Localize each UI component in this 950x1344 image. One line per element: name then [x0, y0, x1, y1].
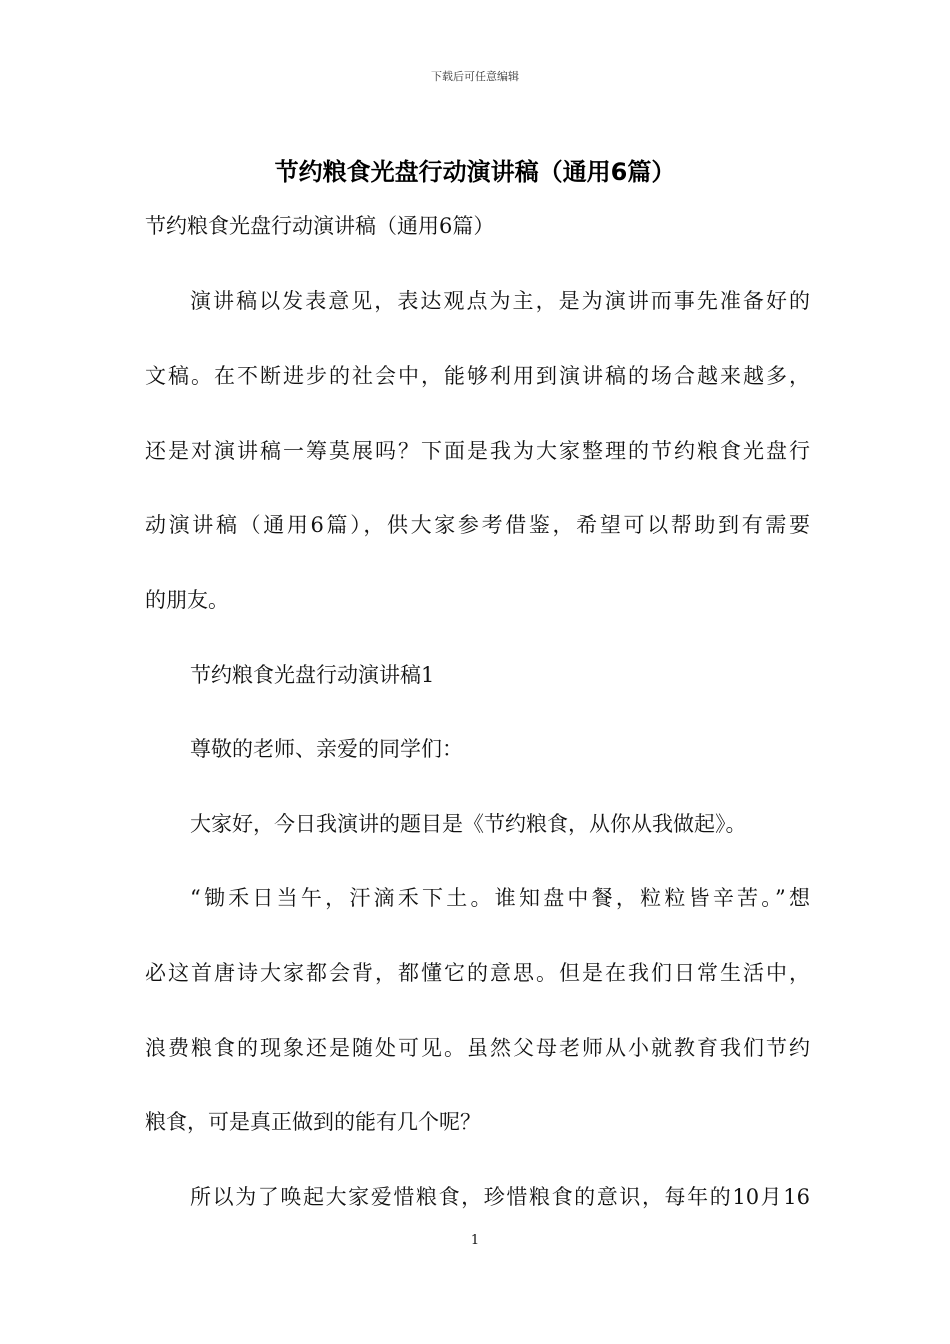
- page-title: 节约粮食光盘行动演讲稿（通用6篇）: [274, 158, 676, 186]
- intro-line-4: 动演讲稿（通用6篇），供大家参考借鉴，希望可以帮助到有需要: [145, 513, 810, 537]
- poem-line-2: 必这首唐诗大家都会背，都懂它的意思。但是在我们日常生活中，: [145, 961, 810, 985]
- intro-line-2: 文稿。在不断进步的社会中，能够利用到演讲稿的场合越来越多，: [145, 364, 810, 388]
- poem-line-4: 粮食，可是真正做到的能有几个呢？: [145, 1110, 481, 1134]
- subtitle-line: 节约粮食光盘行动演讲稿（通用6篇）: [145, 214, 495, 238]
- page-number: 1: [470, 1233, 480, 1248]
- salutation-line: 尊敬的老师、亲爱的同学们：: [190, 737, 463, 761]
- last-line: 所以为了唤起大家爱惜粮食，珍惜粮食的意识，每年的10月16: [190, 1185, 810, 1209]
- header-note: 下载后可任意编辑: [431, 70, 519, 83]
- intro-line-1: 演讲稿以发表意见，表达观点为主，是为演讲而事先准备好的: [190, 289, 810, 313]
- section-heading: 节约粮食光盘行动演讲稿1: [190, 663, 435, 687]
- greeting-line: 大家好，今日我演讲的题目是《节约粮食，从你从我做起》。: [190, 812, 747, 836]
- poem-line-1: “锄禾日当午，汗滴禾下土。谁知盘中餐，粒粒皆辛苦。”想: [190, 886, 810, 910]
- intro-line-3: 还是对演讲稿一筹莫展吗？下面是我为大家整理的节约粮食光盘行: [145, 439, 810, 463]
- poem-line-3: 浪费粮食的现象还是随处可见。虽然父母老师从小就教育我们节约: [145, 1036, 810, 1060]
- intro-line-5: 的朋友。: [145, 588, 229, 612]
